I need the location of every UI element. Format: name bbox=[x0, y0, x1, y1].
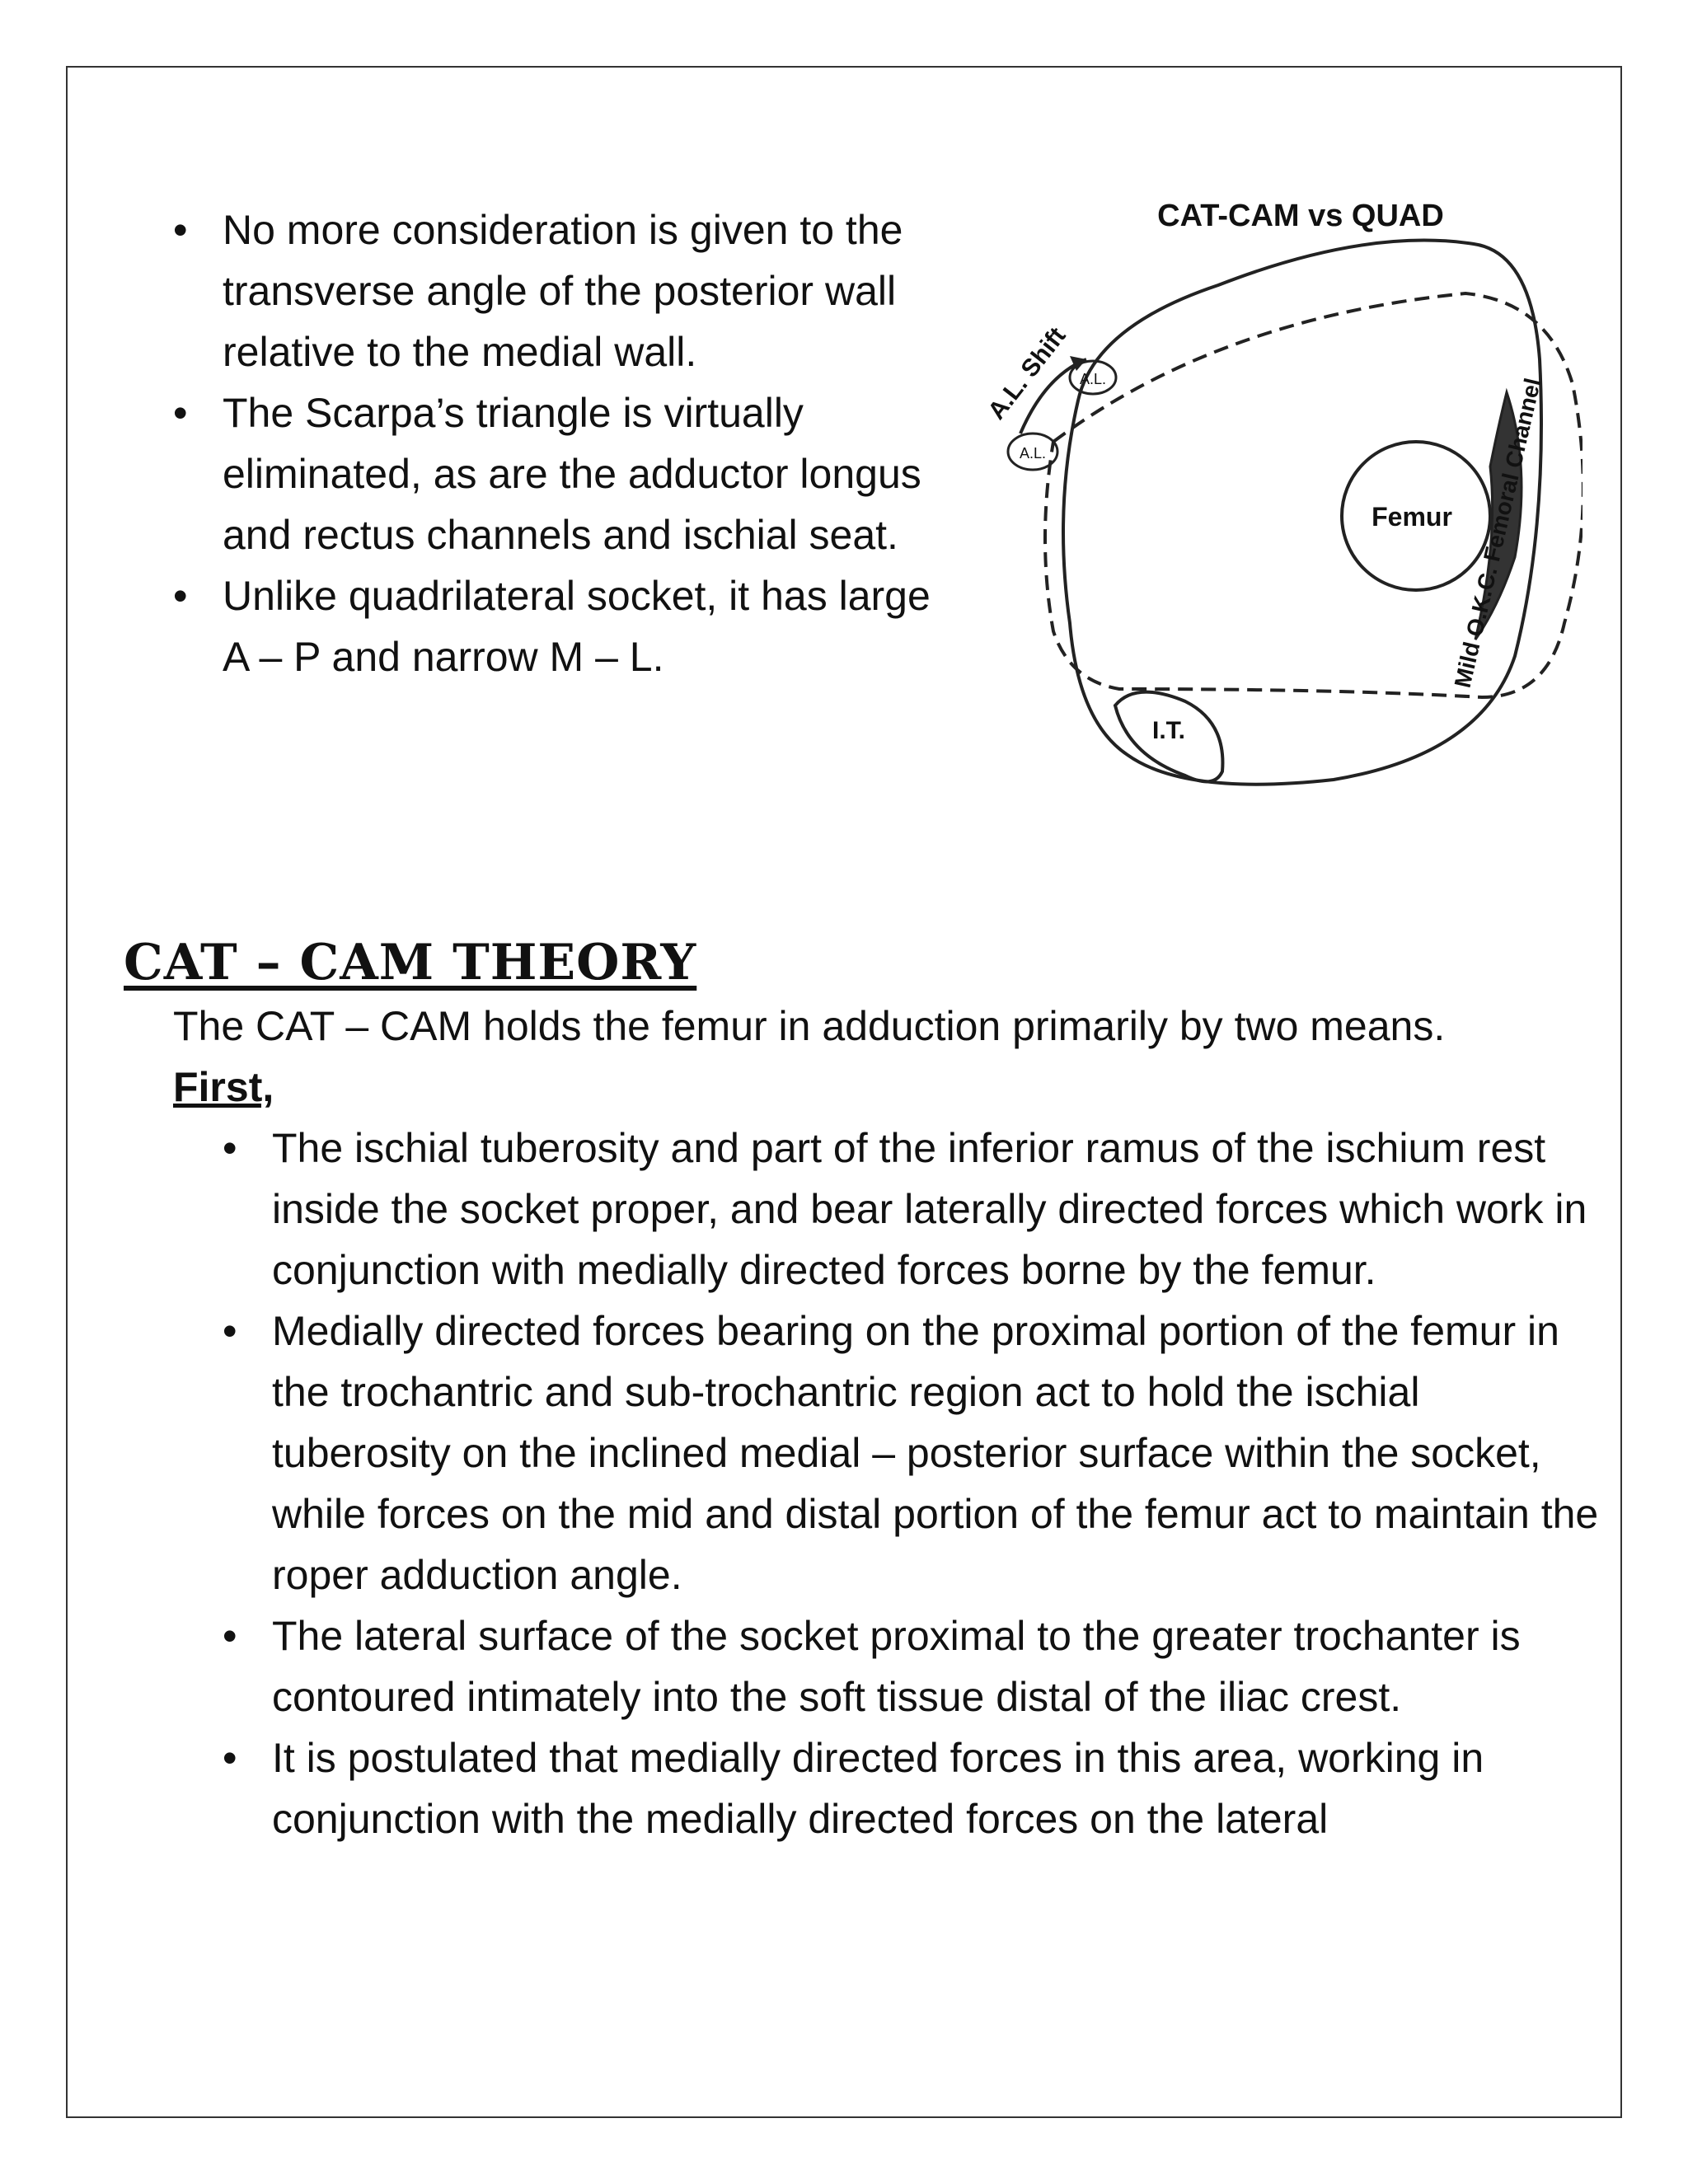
cat-cam-vs-quad-diagram bbox=[971, 194, 1582, 796]
al-shift-label: A.L. Shift bbox=[982, 322, 1071, 425]
top-bullet-list bbox=[223, 199, 931, 687]
list-item: • It is postulated that medially directed forces in this area, working in conjunction with the medially directed forces on the lateral bbox=[272, 1727, 1607, 1849]
section-intro: The CAT – CAM holds the femur in adduction primarily by two means. bbox=[173, 1003, 1446, 1049]
section-heading: CAT – CAM THEORY bbox=[124, 934, 697, 991]
femoral-channel-label: Mild O.K.C. Femoral Channel bbox=[1449, 375, 1546, 691]
first-label: First, bbox=[173, 1064, 274, 1110]
main-bullet-list bbox=[272, 1118, 1607, 1849]
list-item: • Medially directed forces bearing on the proximal portion of the femur in the trochantric and sub-trochantric region act to hold the ischial tuberosity on the inclined medial – posterior surface within the socket, while forces on the mid and distal portion of the femur act to maintain the roper adduction angle. bbox=[272, 1301, 1607, 1605]
list-item: • The ischial tuberosity and part of the inferior ramus of the ischium rest inside the socket proper, and bear laterally directed forces which work in conjunction with medially directed forces borne by the femur. bbox=[272, 1118, 1607, 1301]
list-item: • No more consideration is given to the transverse angle of the posterior wall relative to the medial wall. bbox=[223, 199, 931, 382]
femur-label: Femur bbox=[1372, 502, 1452, 532]
al-label-upper: A.L. bbox=[1079, 371, 1107, 387]
diagram-title: CAT-CAM vs QUAD bbox=[1157, 199, 1444, 233]
list-item: • The Scarpa’s triangle is virtually eliminated, as are the adductor longus and rectus channels and ischial seat. bbox=[223, 382, 931, 565]
list-item: • The lateral surface of the socket proximal to the greater trochanter is contoured intimately into the soft tissue distal of the iliac crest. bbox=[272, 1605, 1607, 1727]
it-label: I.T. bbox=[1151, 717, 1186, 744]
list-item: • Unlike quadrilateral socket, it has large A – P and narrow M – L. bbox=[223, 565, 931, 687]
al-label-lower: A.L. bbox=[1019, 445, 1047, 462]
